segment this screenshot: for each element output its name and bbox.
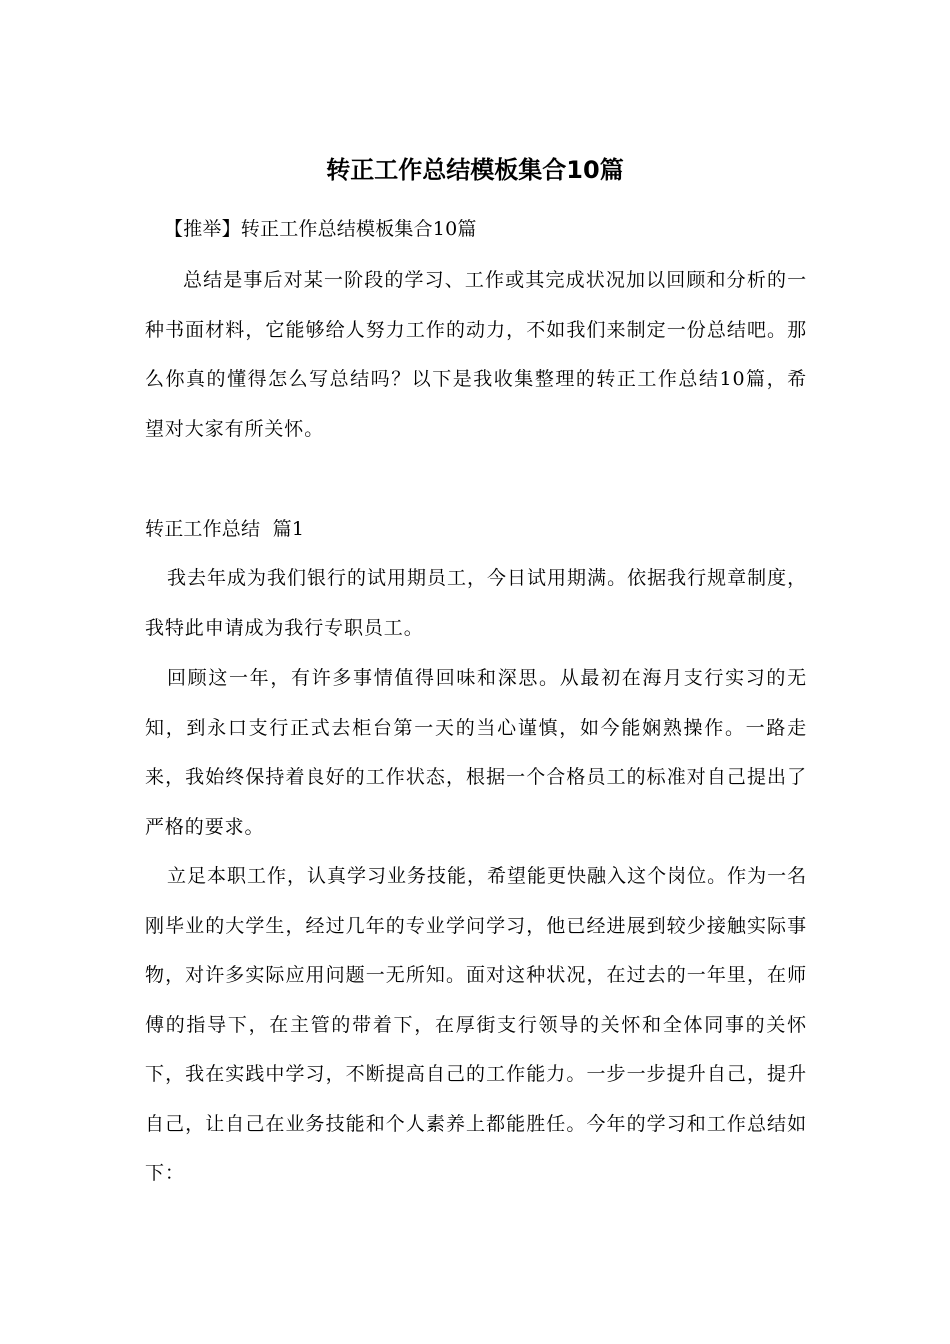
document-title: 转正工作总结模板集合10篇 — [326, 156, 624, 184]
section-heading: 转正工作总结 篇1 — [145, 518, 305, 540]
body-paragraph-3: 立足本职工作，认真学习业务技能，希望能更快融入这个岗位。作为一名刚毕业的大学生，经过几年的专业学问学习，他已经进展到较少接触实际事物，对许多实际应用问题一无所知。面对这种状况，在过去的一年里，在师傅的指导下，在主管的带着下，在厚街支行领导的关怀和全体同事的关怀下，我在实践中学习，不断提高自己的工作能力。一步一步提升自己，提升自己，让自己在业务技能和个人素养上都能胜任。今年的学习和工作总结如下： — [145, 865, 807, 1184]
body-paragraph-1: 我去年成为我们银行的试用期员工，今日试用期满。依据我行规章制度，我特此申请成为我行专职员工。 — [145, 567, 807, 639]
intro-paragraph: 总结是事后对某一阶段的学习、工作或其完成状况加以回顾和分析的一种书面材料，它能够给人努力工作的动力，不如我们来制定一份总结吧。那么你真的懂得怎么写总结吗？以下是我收集整理的转正工作总结10篇，希望对大家有所关怀。 — [145, 269, 807, 440]
document-subtitle: 【推举】转正工作总结模板集合10篇 — [164, 218, 477, 240]
body-paragraph-2: 回顾这一年，有许多事情值得回味和深思。从最初在海月支行实习的无知，到永口支行正式去柜台第一天的当心谨慎，如今能娴熟操作。一路走来，我始终保持着良好的工作状态，根据一个合格员工的标准对自己提出了严格的要求。 — [145, 667, 807, 838]
